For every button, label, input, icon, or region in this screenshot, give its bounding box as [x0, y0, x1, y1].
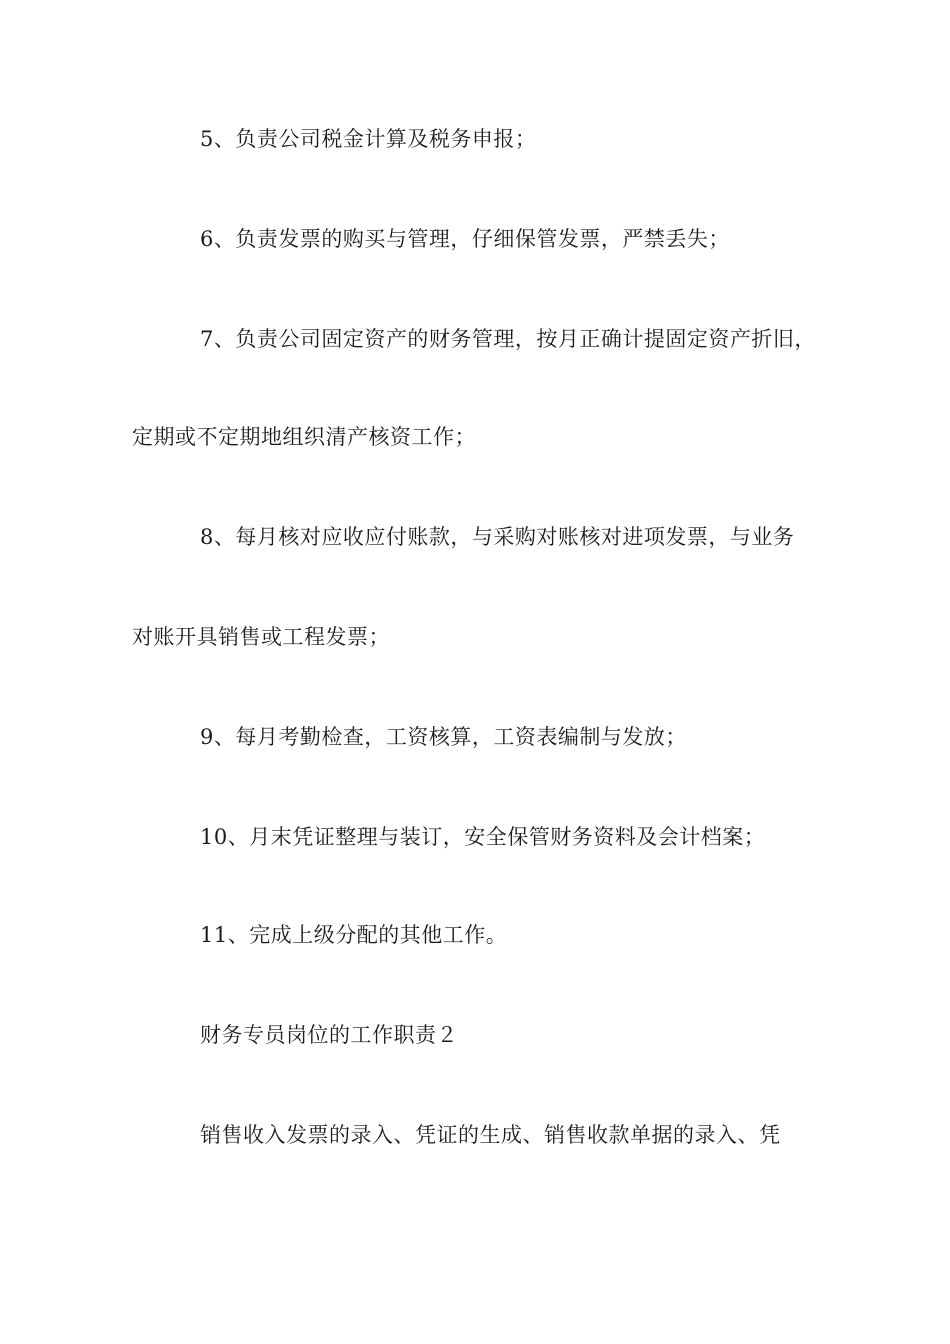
list-item-8-line-2: 对账开具销售或工程发票；	[132, 625, 390, 649]
list-item-5: 5、负责公司税金计算及税务申报；	[200, 127, 537, 151]
list-item-10: 10、月末凭证整理与装订，安全保管财务资料及会计档案；	[200, 825, 766, 849]
list-item-7-line-2: 定期或不定期地组织清产核资工作；	[132, 425, 476, 449]
section-heading: 财务专员岗位的工作职责２	[200, 1023, 458, 1047]
list-item-8-line-1: 8、每月核对应收应付账款，与采购对账核对进项发票，与业务	[200, 525, 795, 549]
paragraph-line: 销售收入发票的录入、凭证的生成、销售收款单据的录入、凭	[200, 1123, 781, 1147]
list-item-7-line-1: 7、负责公司固定资产的财务管理，按月正确计提固定资产折旧，	[200, 327, 816, 351]
list-item-9: 9、每月考勤检查，工资核算，工资表编制与发放；	[200, 725, 687, 749]
list-item-6: 6、负责发票的购买与管理，仔细保管发票，严禁丢失；	[200, 227, 730, 251]
list-item-11: 11、完成上级分配的其他工作。	[200, 923, 508, 947]
